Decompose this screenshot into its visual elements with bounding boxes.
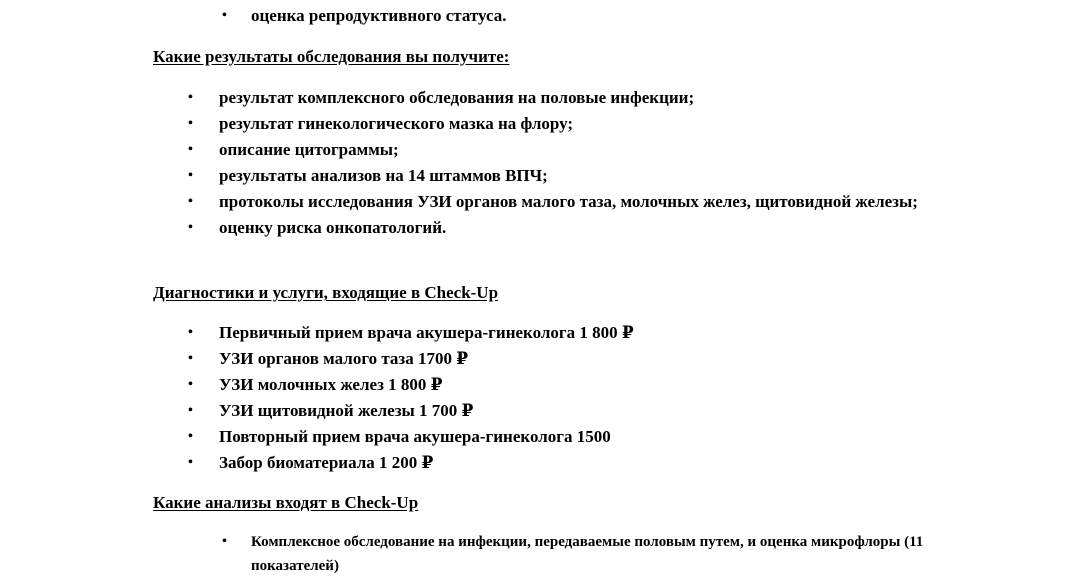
bullet: • [188, 455, 193, 470]
list-item-text: УЗИ щитовидной железы 1 700 ₽ [219, 401, 474, 420]
list-item-text: протоколы исследования УЗИ органов малого таза, молочных желез, щитовидной железы; [219, 192, 918, 211]
bullet: • [188, 168, 193, 183]
list-item [0, 137, 979, 163]
bullet: • [188, 220, 193, 235]
list-item-text: УЗИ молочных желез 1 800 ₽ [219, 375, 443, 394]
results-heading: Какие результаты обследования вы получите: [153, 47, 510, 66]
list-item-text: Комплексное обследование на инфекции, передаваемые половым путем, и оценка микрофлоры (11 показателей) [251, 534, 924, 574]
list-item [0, 530, 951, 578]
bullet: • [188, 116, 193, 131]
list-item [0, 163, 979, 189]
bullet: • [188, 325, 193, 340]
list-item-text: УЗИ органов малого таза 1700 ₽ [219, 349, 469, 368]
list-item-text: Забор биоматериала 1 200 ₽ [219, 453, 434, 472]
list-item [0, 398, 979, 424]
list-item [0, 320, 979, 346]
list-item-text: результат гинекологического мазка на флору; [219, 114, 574, 133]
analyses-list [0, 530, 951, 578]
list-item [0, 3, 1075, 29]
list-item [0, 111, 979, 137]
bullet: • [188, 429, 193, 444]
list-item-text: оценка репродуктивного статуса. [251, 6, 507, 25]
services-heading: Диагностики и услуги, входящие в Check-Up [153, 283, 499, 302]
bullet: • [188, 90, 193, 105]
list-item [0, 372, 979, 398]
list-item [0, 85, 979, 111]
list-item [0, 215, 979, 241]
results-list [0, 85, 979, 241]
list-item [0, 346, 979, 372]
bullet: • [222, 534, 227, 549]
list-item [0, 189, 979, 215]
bullet: • [188, 377, 193, 392]
top-list [0, 3, 1075, 29]
bullet: • [188, 351, 193, 366]
bullet: • [188, 194, 193, 209]
list-item-text: описание цитограммы; [219, 140, 399, 159]
bullet: • [188, 403, 193, 418]
list-item-text: результат комплексного обследования на половые инфекции; [219, 88, 695, 107]
services-list [0, 320, 979, 476]
list-item-text: результаты анализов на 14 штаммов ВПЧ; [219, 166, 548, 185]
list-item-text: Повторный прием врача акушера-гинеколога 1500 [219, 427, 611, 446]
bullet: • [222, 8, 227, 23]
list-item-text: оценку риска онкопатологий. [219, 218, 447, 237]
list-item [0, 450, 979, 476]
analyses-heading: Какие анализы входят в Check-Up [153, 493, 419, 512]
list-item [0, 424, 979, 450]
list-item-text: Первичный прием врача акушера-гинеколога 1 800 ₽ [219, 323, 634, 342]
bullet: • [188, 142, 193, 157]
